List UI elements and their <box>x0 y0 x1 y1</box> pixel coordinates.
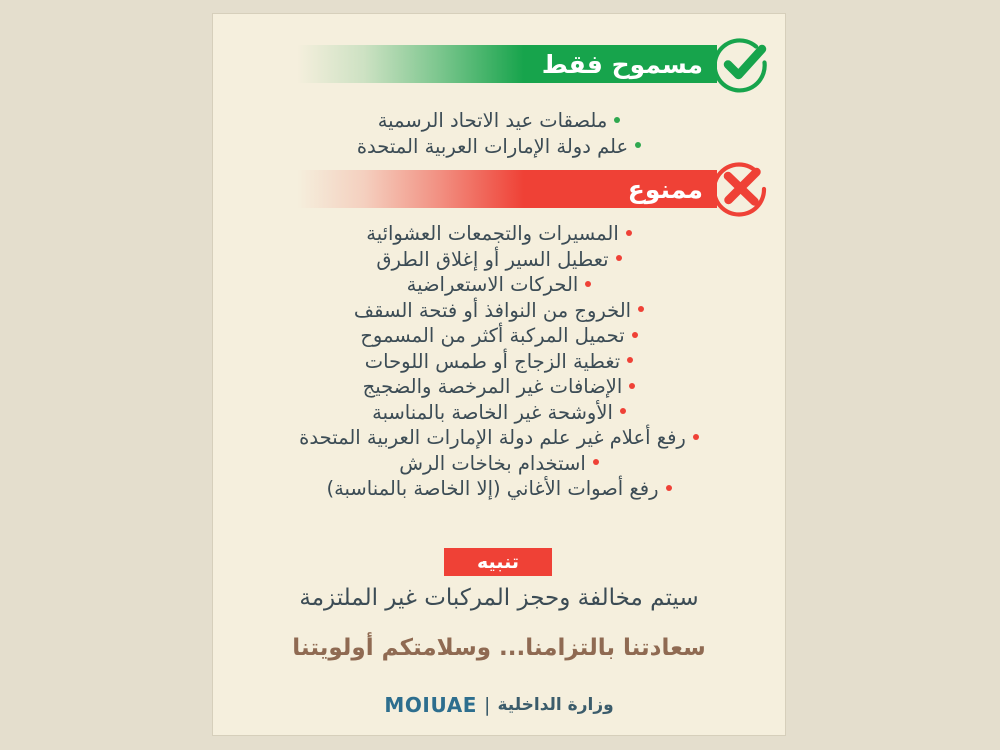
list-item <box>213 451 785 477</box>
bullet-dot <box>620 408 626 414</box>
allowed-header-bar <box>297 45 717 83</box>
bullet-dot <box>585 281 591 287</box>
list-item-label: رفع أعلام غير علم دولة الإمارات العربية المتحدة <box>299 426 686 449</box>
logo-arabic-label: وزارة الداخلية <box>497 694 614 715</box>
bullet-dot <box>593 459 599 465</box>
list-item-label: علم دولة الإمارات العربية المتحدة <box>356 134 629 158</box>
allowed-items-list <box>213 108 785 159</box>
infographic-card <box>213 14 785 735</box>
forbidden-items-list <box>213 221 785 502</box>
moi-logo <box>213 695 785 715</box>
bullet-dot <box>666 485 672 491</box>
x-circle-icon <box>709 156 773 220</box>
logo-separator: | <box>484 693 491 716</box>
list-item <box>213 374 785 400</box>
bullet-dot <box>629 383 635 389</box>
notice-badge-label: تنبيه <box>477 550 519 573</box>
bullet-dot <box>632 332 638 338</box>
forbidden-heading-label: ممنوع <box>627 174 703 204</box>
list-item-label: الأوشحة غير الخاصة بالمناسبة <box>372 400 613 424</box>
bullet-dot <box>626 230 632 236</box>
bullet-dot <box>693 434 699 440</box>
list-item-label: الحركات الاستعراضية <box>406 273 579 296</box>
bullet-dot <box>635 142 641 148</box>
list-item-label: المسيرات والتجمعات العشوائية <box>366 222 619 245</box>
bullet-dot <box>616 255 622 261</box>
logo-latin-label: MOIUAE <box>384 693 478 717</box>
list-item <box>213 476 785 502</box>
bullet-dot <box>627 357 633 363</box>
notice-badge <box>444 548 552 576</box>
bullet-dot <box>638 306 644 312</box>
list-item <box>213 221 785 247</box>
check-circle-icon <box>709 32 773 96</box>
bullet-dot <box>614 117 620 123</box>
list-item <box>213 425 785 451</box>
list-item <box>213 272 785 298</box>
list-item-label: استخدام بخاخات الرش <box>399 451 586 475</box>
notice-text: سيتم مخالفة وحجز المركبات غير الملتزمة <box>299 585 699 611</box>
list-item-label: رفع أصوات الأغاني (إلا الخاصة بالمناسبة) <box>326 477 659 500</box>
list-item-label: الخروج من النوافذ أو فتحة السقف <box>353 298 632 322</box>
forbidden-header-bar <box>297 170 717 208</box>
list-item-label: تغطية الزجاج أو طمس اللوحات <box>364 349 621 373</box>
list-item <box>213 323 785 349</box>
list-item-label: تحميل المركبة أكثر من المسموح <box>360 324 625 347</box>
list-item <box>213 298 785 324</box>
tagline-text: سعادتنا بالتزامنا... وسلامتكم أولويتنا <box>292 635 706 661</box>
list-item-label: الإضافات غير المرخصة والضجيج <box>362 375 623 398</box>
list-item <box>213 134 785 160</box>
list-item <box>213 400 785 426</box>
list-item-label: تعطيل السير أو إغلاق الطرق <box>376 247 609 271</box>
list-item <box>213 349 785 375</box>
list-item <box>213 108 785 134</box>
list-item-label: ملصقات عيد الاتحاد الرسمية <box>377 109 608 132</box>
allowed-heading-label: مسموح فقط <box>541 49 703 79</box>
list-item <box>213 247 785 273</box>
